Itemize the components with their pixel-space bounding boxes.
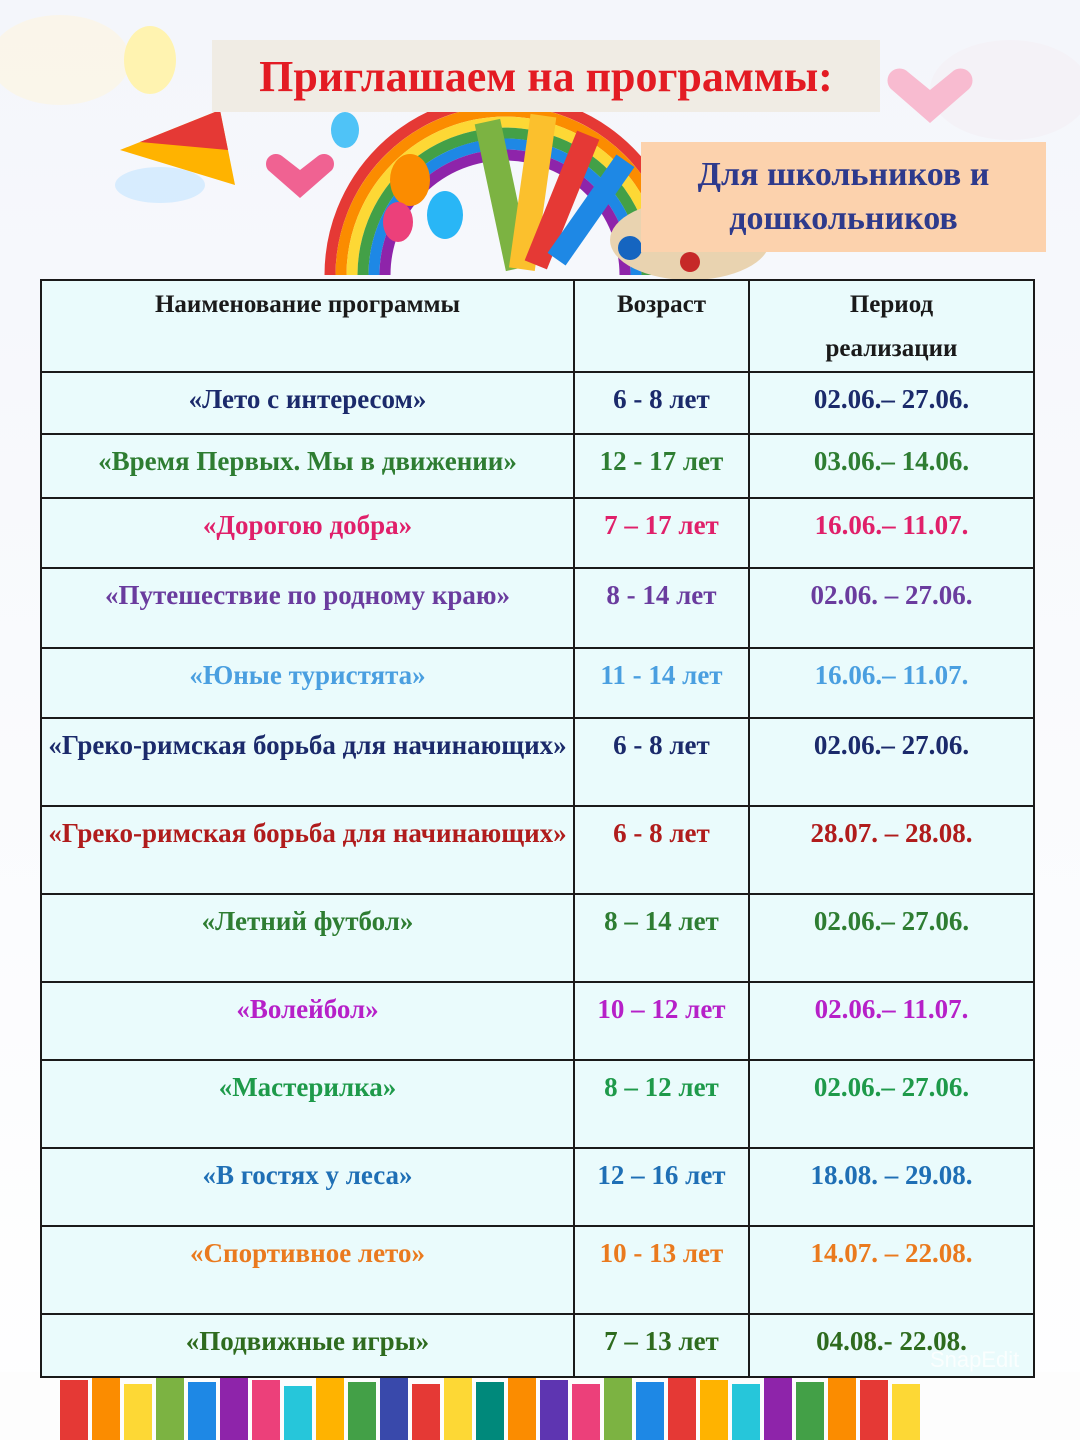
age-cell: 6 - 8 лет <box>574 372 749 434</box>
table-row <box>41 498 1034 568</box>
program-name-cell: «Мастерилка» <box>41 1060 574 1148</box>
table-row <box>41 982 1034 1060</box>
table-row <box>41 806 1034 894</box>
period-cell: 16.06.– 11.07. <box>749 498 1034 568</box>
header-period-line-1: Период <box>849 291 934 318</box>
page-title: Приглашаем на программы: <box>212 40 880 112</box>
period-cell: 03.06.– 14.06. <box>749 434 1034 498</box>
program-name-cell: «В гостях у леса» <box>41 1148 574 1226</box>
age-cell: 8 – 14 лет <box>574 894 749 982</box>
age-cell: 10 – 12 лет <box>574 982 749 1060</box>
period-cell: 02.06.– 27.06. <box>749 372 1034 434</box>
table-header-row <box>41 280 1034 372</box>
age-cell: 7 – 13 лет <box>574 1314 749 1377</box>
program-name-cell: «Греко-римская борьба для начинающих» <box>41 718 574 806</box>
program-name-cell: «Юные туристята» <box>41 648 574 718</box>
table-row <box>41 372 1034 434</box>
period-cell: 02.06.– 27.06. <box>749 718 1034 806</box>
program-name-cell: «Дорогою добра» <box>41 498 574 568</box>
program-name-cell: «Греко-римская борьба для начинающих» <box>41 806 574 894</box>
header-period-line-2: реализации <box>825 335 958 362</box>
age-cell: 11 - 14 лет <box>574 648 749 718</box>
bottom-pencils-illustration <box>0 1372 1080 1440</box>
period-cell: 02.06. – 27.06. <box>749 568 1034 648</box>
period-cell: 18.08. – 29.08. <box>749 1148 1034 1226</box>
age-cell: 12 - 17 лет <box>574 434 749 498</box>
header-name: Наименование программы <box>41 280 574 372</box>
table-row <box>41 648 1034 718</box>
table-row <box>41 1060 1034 1148</box>
table-row <box>41 1148 1034 1226</box>
age-cell: 6 - 8 лет <box>574 806 749 894</box>
period-cell: 16.06.– 11.07. <box>749 648 1034 718</box>
program-name-cell: «Спортивное лето» <box>41 1226 574 1314</box>
age-cell: 10 - 13 лет <box>574 1226 749 1314</box>
period-cell: 02.06.– 27.06. <box>749 1060 1034 1148</box>
age-cell: 8 - 14 лет <box>574 568 749 648</box>
subtitle-line-2: дошкольников <box>729 200 958 237</box>
programs-table <box>40 279 1035 1378</box>
program-name-cell: «Лето с интересом» <box>41 372 574 434</box>
age-cell: 8 – 12 лет <box>574 1060 749 1148</box>
program-name-cell: «Летний футбол» <box>41 894 574 982</box>
table-row <box>41 568 1034 648</box>
table-row <box>41 434 1034 498</box>
age-cell: 7 – 17 лет <box>574 498 749 568</box>
header-period <box>749 280 1034 372</box>
subtitle-line-1: Для школьников и <box>697 156 990 193</box>
table-row <box>41 1226 1034 1314</box>
table-row <box>41 718 1034 806</box>
program-name-cell: «Подвижные игры» <box>41 1314 574 1377</box>
period-cell: 02.06.– 11.07. <box>749 982 1034 1060</box>
age-cell: 12 – 16 лет <box>574 1148 749 1226</box>
period-cell: 02.06.– 27.06. <box>749 894 1034 982</box>
program-name-cell: «Путешествие по родному краю» <box>41 568 574 648</box>
program-name-cell: «Волейбол» <box>41 982 574 1060</box>
age-cell: 6 - 8 лет <box>574 718 749 806</box>
watermark: SnapEdit <box>930 1347 1020 1372</box>
header-age: Возраст <box>574 280 749 372</box>
period-cell: 14.07. – 22.08. <box>749 1226 1034 1314</box>
program-name-cell: «Время Первых. Мы в движении» <box>41 434 574 498</box>
audience-subtitle <box>641 142 1046 252</box>
table-row <box>41 1314 1034 1377</box>
table-row <box>41 894 1034 982</box>
period-cell: 04.08.- 22.08. <box>749 1314 1034 1377</box>
period-cell: 28.07. – 28.08. <box>749 806 1034 894</box>
